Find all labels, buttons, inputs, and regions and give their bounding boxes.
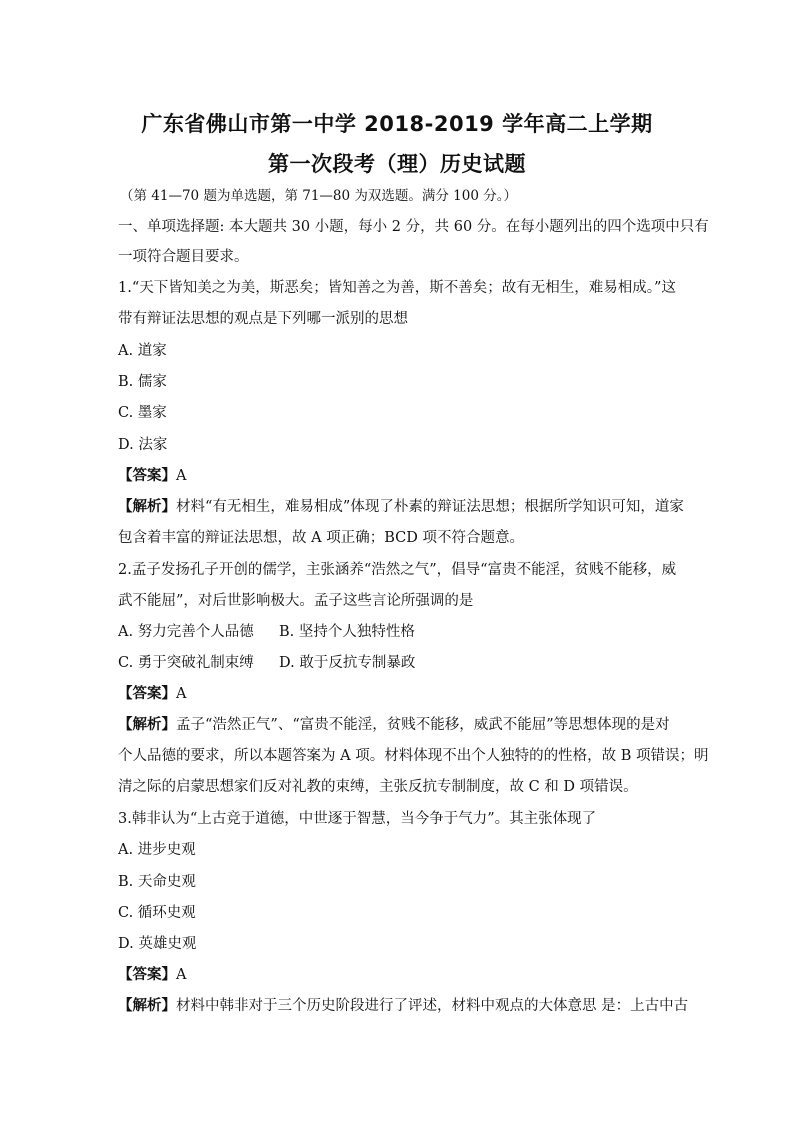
question-2-option-c: C. 勇于突破礼制束缚 <box>118 655 254 671</box>
analysis-text: 材料“有无相生，难易相成”体现了朴素的辩证法思想；根据所学知识可知，道家 <box>176 499 684 515</box>
question-2-options-row2 <box>118 653 415 673</box>
analysis-text: 材料中韩非对于三个历史阶段进行了评述，材料中观点的大体意思 是：上古中古 <box>176 998 689 1014</box>
question-3-option-b: B. 天命史观 <box>118 874 196 890</box>
answer-tag: 【答案】 <box>118 467 176 484</box>
question-1-answer <box>118 466 186 486</box>
question-3-option-d: D. 英雄史观 <box>118 936 197 952</box>
section-heading-line1: 一、单项选择题: 本大题共 30 小题，每小 2 分，共 60 分。在每小题列出的四个选项中只有 <box>118 219 709 235</box>
analysis-tag: 【解析】 <box>118 498 176 515</box>
question-1-option-d: D. 法家 <box>118 437 168 453</box>
answer-value: A <box>176 468 187 484</box>
question-2-option-d: D. 敢于反抗专制暴政 <box>279 655 416 671</box>
answer-tag: 【答案】 <box>118 685 176 702</box>
question-1-option-c: C. 墨家 <box>118 405 167 421</box>
question-3-answer <box>118 965 186 985</box>
exam-title-line2: 第一次段考（理）历史试题 <box>268 152 526 176</box>
analysis-tag: 【解析】 <box>118 997 176 1014</box>
question-1-stem-line2: 带有辩证法思想的观点是下列哪一派别的思想 <box>118 311 408 327</box>
question-2-option-a: A. 努力完善个人品德 <box>118 624 254 640</box>
exam-note: （第 41—70 题为单选题，第 71—80 为双选题。满分 100 分。） <box>120 188 517 204</box>
question-2-stem-line1: 2.孟子发扬孔子开创的儒学，主张涵养“浩然之气”，倡导“富贵不能淫，贫贱不能移，威 <box>118 562 677 578</box>
answer-value: A <box>176 686 187 702</box>
question-3-stem-line1: 3.韩非认为“上古竞于道德，中世逐于智慧，当今争于气力”。其主张体现了 <box>118 811 597 827</box>
question-1-option-a: A. 道家 <box>118 343 167 359</box>
question-3-option-c: C. 循环史观 <box>118 905 196 921</box>
analysis-text: 孟子“浩然正气”、“富贵不能淫，贫贱不能移，威武不能屈”等思想体现的是对 <box>176 717 670 733</box>
question-1-analysis-line1 <box>118 497 684 517</box>
question-2-options-row1 <box>118 622 415 642</box>
question-2-analysis-line1 <box>118 715 670 735</box>
analysis-tag: 【解析】 <box>118 716 176 733</box>
question-1-analysis-line2: 包含着丰富的辩证法思想，故 A 项正确；BCD 项不符合题意。 <box>118 530 524 546</box>
question-1-option-b: B. 儒家 <box>118 374 167 390</box>
question-3-analysis-line1 <box>118 996 688 1016</box>
question-1-stem-line1: 1.“天下皆知美之为美，斯恶矣；皆知善之为善，斯不善矣；故有无相生，难易相成。”这 <box>118 280 676 296</box>
question-3-option-a: A. 进步史观 <box>118 842 196 858</box>
answer-value: A <box>176 967 187 983</box>
section-heading-line2: 一项符合题目要求。 <box>118 249 249 265</box>
answer-tag: 【答案】 <box>118 966 176 983</box>
question-2-analysis-line3: 清之际的启蒙思想家们反对礼教的束缚，主张反抗专制制度，故 C 和 D 项错误。 <box>118 779 638 795</box>
question-2-analysis-line2: 个人品德的要求，所以本题答案为 A 项。材料体现不出个人独特的的性格，故 B 项错误；明 <box>118 748 709 764</box>
exam-title-line1: 广东省佛山市第一中学 2018-2019 学年高二上学期 <box>141 112 653 136</box>
question-2-answer <box>118 684 186 704</box>
question-2-option-b: B. 坚持个人独特性格 <box>279 624 415 640</box>
question-2-stem-line2: 武不能屈”，对后世影响极大。孟子这些言论所强调的是 <box>118 593 474 609</box>
